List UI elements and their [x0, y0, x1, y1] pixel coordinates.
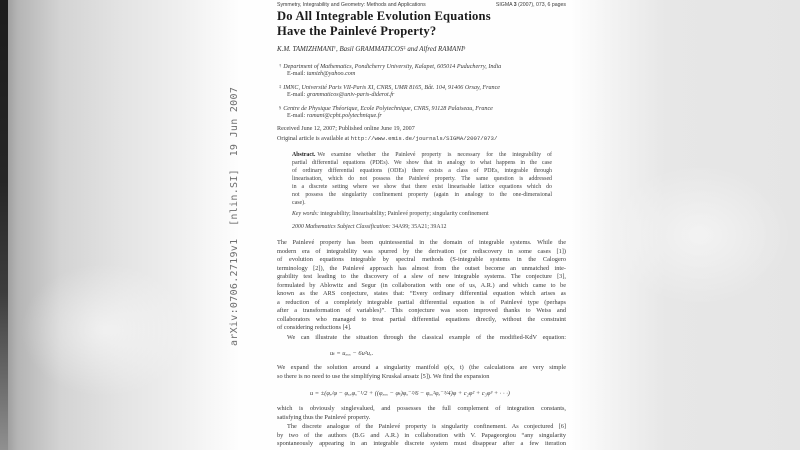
- author-3-mark: §: [463, 45, 466, 50]
- affiliation-3: [279, 105, 565, 120]
- email-address: ramani@cpht.polytechnique.fr: [306, 113, 382, 119]
- affiliation-2-mark: ‡: [279, 83, 282, 89]
- keywords-line: Key words: integrability; linearisability; Painlevé property; singularity confinement: [292, 211, 489, 217]
- affiliation-3-text: § Centre de Physique Théorique, Ecole Polytechnique, CNRS, 91128 Palaiseau, France: [279, 104, 493, 112]
- author-separator: ,: [336, 46, 340, 53]
- affiliation-3-mark: §: [279, 104, 282, 110]
- affiliation-1-text: † Department of Mathematics, Pondicherry University, Kalapet, 605014 Puducherry, India: [279, 62, 502, 70]
- article-url[interactable]: http://www.emis.de/journals/SIGMA/2007/073/: [350, 135, 498, 142]
- affiliation-2: [279, 84, 565, 99]
- paper-title-line1: Do All Integrable Evolution Equations: [277, 9, 491, 23]
- msc-line: 2000 Mathematics Subject Classification: 34A99; 35A21; 39A12: [292, 224, 447, 230]
- affiliation-1-mark: †: [279, 62, 282, 68]
- affiliation-3-email: E-mail: ramani@cpht.polytechnique.fr: [287, 113, 382, 119]
- equation-expansion: u = ±(φₓ/φ − φₓₓφₓ⁻¹/2 + ((φₓₓₓ − φₜ)φₓ⁻²/6 − φₓₓ²φₓ⁻³/4)φ + c₂φ² + c₃φ³ + · · ·): [310, 390, 510, 397]
- paper-title-line2: Have the Painlevé Property?: [277, 23, 437, 38]
- author-1-mark: †: [333, 45, 337, 50]
- affiliation-1: [279, 63, 565, 78]
- author-separator: and: [405, 46, 420, 53]
- abstract-label: Abstract.: [292, 152, 316, 158]
- issue-post: (2007), 073, 6 pages: [516, 2, 566, 8]
- body-paragraph-4: which is obviously singlevalued, and possesses the full complement of integration constants, satisfying thus the Painlevé property.: [277, 405, 566, 421]
- journal-header: Symmetry, Integrability and Geometry: Methods and Applications: [277, 2, 426, 8]
- arxiv-stamp: arXiv:0706.2719v1 [nlin.SI] 19 Jun 2007: [229, 86, 240, 346]
- equation-mkdv: uₜ = uₓₓₓ − 6u²uₓ.: [330, 350, 374, 357]
- msc-label: 2000 Mathematics Subject Classification:: [292, 224, 391, 230]
- body-paragraph-1: The Painlevé property has been quintessential in the domain of integrable systems. While the modern era of integrability was spurred by the derivation (or rediscovery in some cases [1]) of evolution equations integrable by spectral methods (S-integrable systems in the Calogero terminology [2]), the Painlevé approach has almost from the outset become an unmatched inte- grability test leading to the discovery of a slew of new integrable systems. The conjecture [3], formulated by Ablowitz and Segur (in collaboration with one of us, A.R.) and which came to be known as the ARS conjecture, states that: “Every ordinary differential equation which arises as a reduction of a completely integrable partial differential equation is of Painlevé type (perhaps after a transformation of variables)”. This conjecture was soon improved thanks to Weiss and collaborators who managed to treat partial differential equations directly, without the constraint of considering reductions [4].: [277, 239, 566, 331]
- affiliation-2-text: ‡ IMNC, Université Paris VII-Paris XI, CNRS, UMR 8165, Bât. 104, 91406 Orsay, France: [279, 83, 501, 91]
- email-address: tamizh@yahoo.com: [306, 71, 356, 77]
- abstract-block: [292, 151, 552, 207]
- keywords-label: Key words:: [292, 211, 319, 217]
- availability-line: Original article is available at http://www.emis.de/journals/SIGMA/2007/073/: [277, 135, 498, 142]
- author-2-mark: ‡: [403, 45, 406, 50]
- affiliation-2-email: E-mail: grammaticos@univ-paris-diderot.fr: [287, 92, 395, 98]
- abstract-first-line: Abstract. We examine whether the Painlevé property is necessary for the integrability of: [292, 152, 552, 158]
- paper-title: [277, 9, 491, 38]
- body-paragraph-5: The discrete analogue of the Painlevé property is singularity confinement. As conjectured [6] by two of the authors (B.G and A.R.) in collaboration with V. Papageorgiou “any singularity spontaneously appearing in an integrable discrete system must disappear after a few iteration: [277, 423, 566, 447]
- author-3: Alfred RAMANI: [419, 46, 464, 53]
- issue-volume: 3: [513, 2, 517, 8]
- author-2: Basil GRAMMATICOS: [339, 46, 404, 53]
- author-1: K.M. TAMIZHMANI: [277, 46, 334, 53]
- email-address: grammaticos@univ-paris-diderot.fr: [306, 92, 395, 98]
- abstract-lines: partial differential equations (PDEs). We show that in analogy to what happens in the case of ordinary differential equations (ODEs) there exists a class of PDEs, integrable through linearisation, which do not possess the Painlevé property. The same question is addressed in a discrete setting where we show that there exist linearisable lattice equations which do not possess the singularity confinement property (again in analogy to the one-dimensional case).: [292, 160, 552, 206]
- issue-pre: SIGMA: [495, 2, 514, 8]
- body-paragraph-2: We can illustrate the situation through the classical example of the modified-KdV equation:: [287, 334, 566, 341]
- authors-line: [277, 46, 466, 53]
- body-paragraph-3: We expand the solution around a singularity manifold φ(x, t) (the calculations are very simple so there is no need to use the simplifying Kruskal ansatz [5]). We find the expansion: [277, 364, 566, 380]
- issue-info: [496, 2, 566, 8]
- affiliation-1-email: E-mail: tamizh@yahoo.com: [287, 71, 356, 77]
- received-line: Received June 12, 2007; Published online June 19, 2007: [277, 126, 415, 132]
